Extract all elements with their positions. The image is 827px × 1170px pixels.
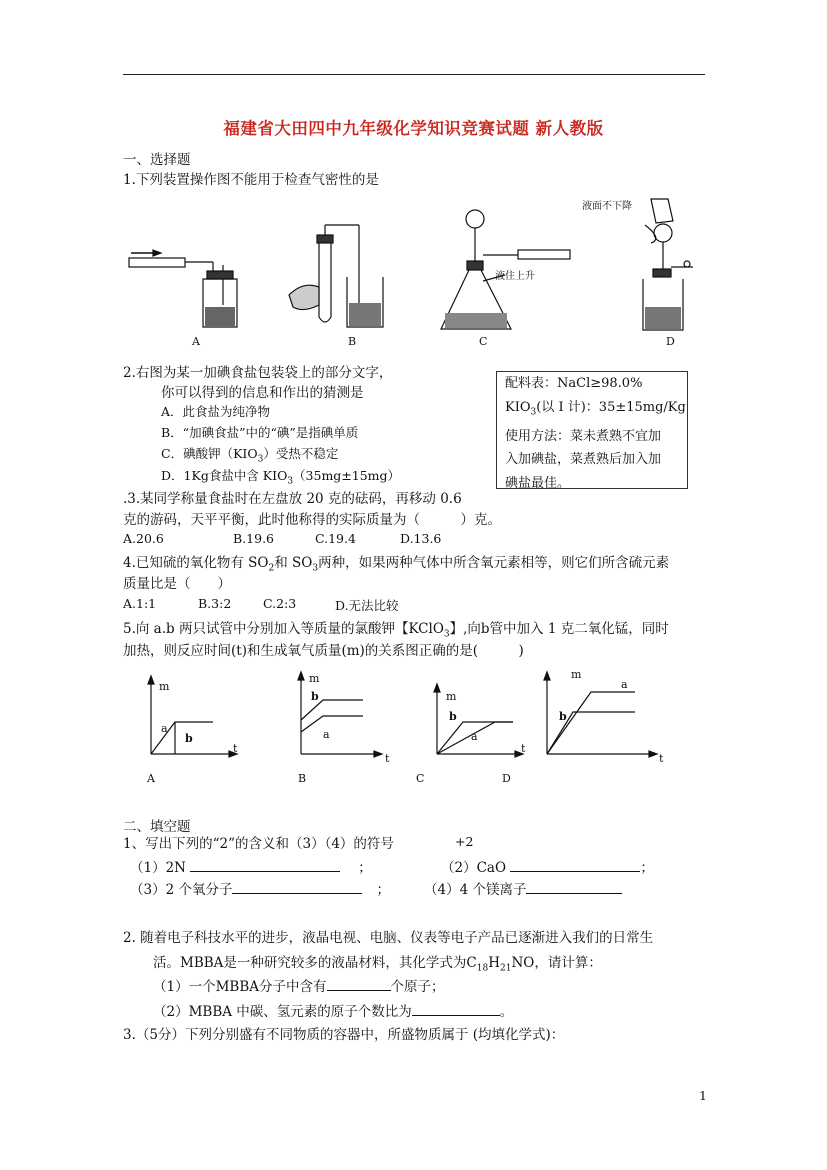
- pour-beaker-d: [651, 199, 673, 223]
- funnel-d: [654, 224, 672, 242]
- graph-b-curve-b: [301, 700, 363, 720]
- q1-anno-c: 液住上升: [495, 271, 535, 282]
- question-2-line1: 2.右图为某一加碘食盐包装袋上的部分文字，: [123, 365, 393, 381]
- svg-text:b: b: [311, 690, 319, 703]
- graph-d-curve-a: [547, 692, 635, 754]
- svg-text:m: m: [309, 672, 320, 685]
- svg-text:t: t: [521, 742, 526, 755]
- svg-text:a: a: [161, 722, 168, 735]
- question-3-option-b: B.19.6: [233, 531, 274, 546]
- question-5-line2: 加热，则反应时间(t)和生成氧气质量(m)的关系图正确的是( ): [123, 643, 524, 659]
- fill-2-line1: 2. 随着电子科技水平的进步，液晶电视、电脑、仪表等电子产品已逐渐进入我们的日常生: [123, 930, 654, 946]
- question-5-line1: 5.向 a.b 两只试管中分别加入等质量的氯酸钾【KClO$_3$】,向b管中加入 1 克二氧化锰，同时: [123, 621, 669, 640]
- box-usage-3: 碘盐最佳。: [505, 475, 571, 491]
- question-4-option-c: C.2:3: [263, 596, 297, 611]
- syringe-c: [518, 250, 570, 259]
- svg-text:t: t: [659, 752, 664, 765]
- q1-label-a: A: [192, 335, 200, 348]
- svg-text:b: b: [185, 732, 193, 745]
- question-2-option-a: A．此食盐为纯净物: [161, 404, 271, 419]
- fill-1-head: 1、写出下列的“2”的含义和（3）（4）的符号: [123, 836, 394, 852]
- fill-1-d: （4）4 个镁离子: [424, 878, 622, 898]
- svg-text:t: t: [233, 742, 238, 755]
- question-4-line1: 4.已知硫的氧化物有 $SO_2$和 $SO_3$两种，如果两种气体中所含氧元素相等，则它们所含硫元素: [123, 555, 670, 574]
- salt-label-box: [496, 371, 688, 489]
- question-2-line2: 你可以得到的信息和作出的猜测是: [161, 385, 364, 401]
- q5-graph-label-d: D: [502, 772, 511, 785]
- fill-2-line3: （1）一个MBBA分子中含有 个原子；: [153, 979, 445, 995]
- page-title: 福建省大田四中九年级化学知识竞赛试题 新人教版: [223, 119, 604, 138]
- q1-label-c: C: [479, 335, 488, 348]
- q5-graph-label-c: C: [416, 772, 425, 785]
- fill-3-line1: 3.（5分）下列分别盛有不同物质的容器中，所盛物质属于 (均填化学式)：: [123, 1027, 565, 1043]
- question-5-graphs: [123, 662, 683, 792]
- box-usage-2: 入加碘盐，菜煮熟后加入加: [505, 452, 662, 468]
- box-ingredients: 配料表：NaCl≥98.0%: [505, 376, 643, 391]
- fill-1-a-blank[interactable]: [190, 859, 340, 872]
- question-2-option-c: C．碘酸钾$(KIO_3)$受热不稳定: [161, 446, 339, 465]
- funnel-c: [466, 210, 484, 228]
- q5-graph-label-a: A: [147, 772, 155, 785]
- question-4-option-b: B.3:2: [198, 596, 232, 611]
- question-1-figure: [123, 195, 713, 355]
- fill-2-atoms-blank[interactable]: [327, 978, 391, 991]
- svg-text:m: m: [159, 680, 170, 693]
- section-heading-choice: 一、选择题: [123, 152, 191, 168]
- fill-1-b-blank[interactable]: [510, 859, 640, 872]
- stopper-b: [317, 235, 333, 243]
- question-3-line1: .3.某同学称量食盐时在左盘放 20 克的砝码，再移动 0.6: [123, 491, 462, 507]
- fill-1-b: （2）CaO ；: [441, 860, 654, 876]
- svg-text:b: b: [559, 710, 567, 723]
- svg-text:m: m: [446, 690, 457, 703]
- question-4-option-a: A.1:1: [123, 596, 157, 611]
- page-number: 1: [699, 1088, 707, 1103]
- question-2-option-b: B．“加碘食盐”中的“碘”是指碘单质: [161, 425, 359, 440]
- q1-label-d: D: [666, 335, 675, 348]
- fill-1-c: （3）2 个氧分子 ；: [130, 882, 390, 898]
- fill-1-charge: +2: [455, 834, 474, 849]
- svg-text:a: a: [621, 678, 628, 691]
- svg-text:t: t: [385, 752, 390, 765]
- header-rule: [123, 74, 705, 75]
- section-heading-fill: 二、填空题: [123, 819, 191, 835]
- fill-2-ratio-blank[interactable]: [412, 1003, 500, 1016]
- svg-text:a: a: [323, 728, 330, 741]
- fill-2-line2: 活。MBBA是一种研究较多的液晶材料，其化学式为$C_{18}H_{21}NO$，请计算：: [153, 955, 602, 974]
- q1-label-b: B: [348, 335, 357, 348]
- question-3-option-a: A.20.6: [123, 531, 164, 546]
- box-usage-1: 使用方法：菜未煮熟不宜加: [505, 428, 662, 444]
- graph-b-curve-a: [301, 716, 363, 732]
- fill-1-c-blank[interactable]: [232, 881, 362, 894]
- question-3-line2: 克的游码，天平平衡，此时他称得的实际质量为（ ）克。: [123, 512, 501, 528]
- box-kio3: $KIO_3$(以 I 计)：35±15mg/Kg: [505, 399, 686, 418]
- svg-text:b: b: [449, 710, 457, 723]
- svg-text:a: a: [471, 730, 478, 743]
- question-4-line2: 质量比是（ ）: [123, 576, 231, 592]
- q5-graph-label-b: B: [298, 772, 307, 785]
- question-4-option-d: D.无法比较: [335, 598, 399, 613]
- question-2-option-d: D．1Kg食盐中含 $KIO_3(35mg\pm 15mg)$: [161, 468, 401, 487]
- question-3-option-d: D.13.6: [400, 531, 442, 546]
- question-3-option-c: C.19.4: [315, 531, 356, 546]
- question-1-text: 1.下列装置操作图不能用于检查气密性的是: [123, 172, 379, 188]
- fill-1-d-blank[interactable]: [526, 881, 622, 894]
- fill-2-line4: （2）MBBA 中碳、氢元素的原子个数比为 。: [153, 1004, 514, 1020]
- q1-anno-d: 液面不下降: [582, 201, 632, 212]
- fill-1-a: （1）2N ；: [130, 860, 372, 876]
- syringe-a: [129, 258, 185, 267]
- svg-text:m: m: [571, 668, 582, 681]
